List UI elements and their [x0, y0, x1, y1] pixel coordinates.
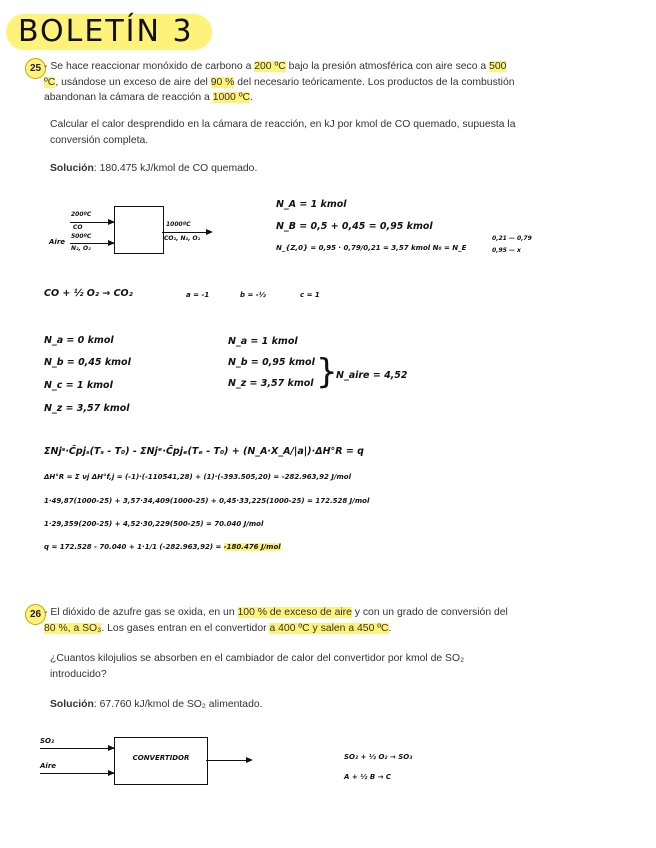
reactor-box [114, 206, 164, 254]
inlet-air26-arrowhead [108, 770, 115, 776]
inlet-so2-label: SO₂ [40, 737, 55, 745]
left-list-item: N_c = 1 kmol [44, 380, 113, 391]
problem-number-26: 26 [25, 604, 46, 625]
reaction-25: CO + ½ O₂ → CO₂ [44, 288, 133, 299]
right-list-item: N_a = 1 kmol [228, 336, 298, 347]
coef-a: a = -1 [186, 291, 210, 299]
final-equation: q = 172.528 - 70.040 + 1·1/1 (-282.963,92) = -180.476 J/mol [44, 543, 281, 551]
right-list-item: N_b = 0,95 kmol [228, 357, 315, 368]
problem-26-solution: Solución: 67.760 kJ/kmol de SO₂ alimentado. [50, 699, 263, 710]
problem-26-question: ¿Cuantos kilojulios se absorben en el cambiador de calor del convertidor por kmol de SO₂ introducido? [50, 653, 465, 680]
equation-2: ΔH°R = Σ νj ΔH°f,j = (-1)·(-110541,28) + (1)·(-393.505,20) = -282.963,92 J/mol [44, 473, 352, 481]
inlet-air-label: Aire [49, 238, 66, 246]
left-list-item: N_b = 0,45 kmol [44, 357, 131, 368]
inlet-air-arrowhead [108, 240, 115, 246]
outlet-line [162, 232, 208, 233]
final-result: -180.476 J/mol [223, 543, 281, 551]
inlet-air26-line [40, 773, 114, 774]
outlet26-arrowhead [246, 757, 253, 763]
left-list-item: N_z = 3,57 kmol [44, 403, 130, 414]
outlet26-line [206, 760, 250, 761]
reaction-26-generic: A + ½ B → C [344, 773, 392, 781]
left-list-item: N_a = 0 kmol [44, 335, 114, 346]
converter-label: CONVERTIDOR [132, 754, 190, 762]
inlet-air26-label: Aire [40, 762, 57, 770]
problem-25-question: Calcular el calor desprendido en la cámara de reacción, en kJ por kmol de CO quemado, supuesta la conversión completa. [50, 119, 516, 146]
n-aire: N_aire = 4,52 [336, 370, 408, 381]
coef-b: b = -½ [240, 291, 266, 299]
inlet-air-temp: 500ºC [71, 233, 92, 240]
outlet-arrowhead [206, 229, 213, 235]
page-title: BOLETÍN 3 [18, 14, 194, 49]
problem-26-statement: - El dióxido de azufre gas se oxida, en un 100 % de exceso de aire y con un grado de conversión del 80 %, a SO₃. Los gases entran en el convertidor a 400 ºC y salen a 450 ºC. [44, 607, 508, 634]
problem-25-statement: - Se hace reaccionar monóxido de carbono a 200 ºC bajo la presión atmosférica con aire seco a 500 ºC, usándose un exceso de aire del 90 % del necesario teóricamente. Los productos de la combustión abandonan la cámara de reacción a 1000 ºC. [44, 61, 515, 103]
note-ratio-2: 0,95 — x [492, 247, 521, 254]
equation-3: 1·49,87(1000-25) + 3,57·34,409(1000-25) + 0,45·33,225(1000-25) = 172.528 J/mol [44, 497, 370, 505]
inlet-co-arrowhead [108, 219, 115, 225]
note-nb: N_B = 0,5 + 0,45 = 0,95 kmol [276, 221, 433, 232]
equation-4: 1·29,359(200-25) + 4,52·30,229(500-25) = 70.040 J/mol [44, 520, 264, 528]
reaction-26: SO₂ + ½ O₂ → SO₃ [344, 753, 413, 761]
outlet-species: CO₂, N₂, O₂ [164, 235, 201, 242]
outlet-temp: 1000ºC [166, 221, 191, 228]
problem-number-25: 25 [25, 58, 46, 79]
problem-25-solution: Solución: 180.475 kJ/kmol de CO quemado. [50, 163, 258, 174]
brace: } [316, 352, 338, 392]
note-na: N_A = 1 kmol [276, 199, 347, 210]
note-ratio-1: 0,21 — 0,79 [492, 235, 532, 242]
note-nz: N_{Z,0} = 0,95 · 0,79/0,21 = 3,57 kmol N₀ = N_E [276, 244, 467, 252]
inlet-co-temp: 200ºC [71, 211, 92, 218]
right-list-item: N_z = 3,57 kmol [228, 378, 314, 389]
inlet-so2-line [40, 748, 114, 749]
inlet-air-species: N₂, O₂ [71, 245, 91, 252]
inlet-co-species: CO [73, 224, 83, 231]
equation-1: ΣNjˢ·C̄pjₛ(Tₛ - T₀) - ΣNjᵉ·C̄pjₑ(Tₑ - T₀) + (N_A·X_A/|a|)·ΔH°R = q [44, 446, 364, 457]
inlet-so2-arrowhead [108, 745, 115, 751]
coef-c: c = 1 [300, 291, 320, 299]
